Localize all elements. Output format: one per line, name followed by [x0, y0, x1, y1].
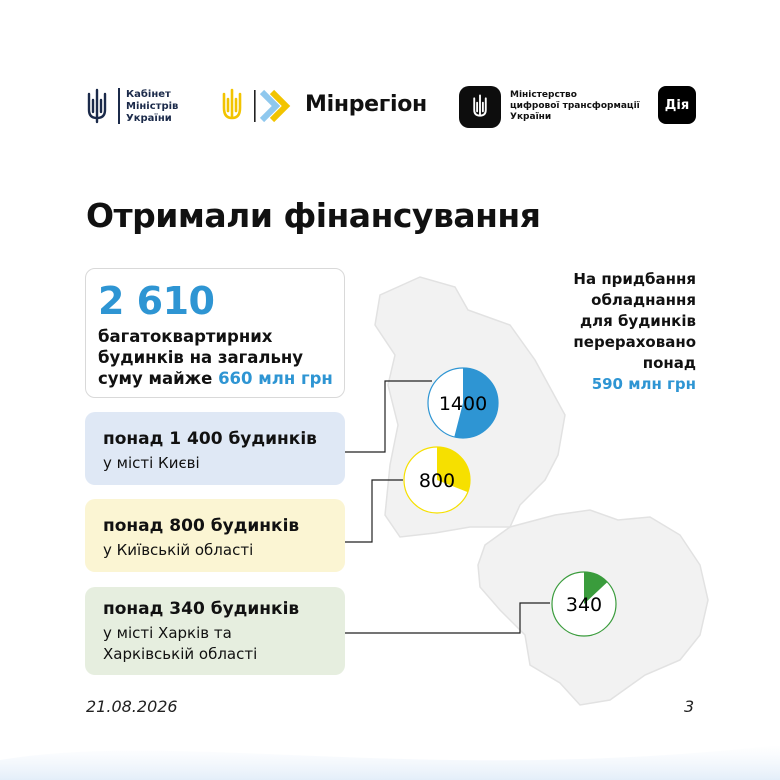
- donut-kharkiv: [549, 569, 619, 639]
- cabinet-line2: Міністрів: [126, 101, 179, 112]
- kyiv-oblast-sub: у Київській області: [103, 541, 254, 559]
- equipment-amount: 590 млн грн: [591, 375, 696, 393]
- equipment-text: [510, 269, 696, 395]
- equipment-line5: понад: [642, 354, 696, 372]
- summary-card: [85, 268, 345, 398]
- equipment-line4: перераховано: [573, 333, 696, 351]
- kyiv-city-title: понад 1 400 будинків: [103, 429, 317, 449]
- summary-line3-prefix: суму майже: [98, 369, 219, 388]
- trident-icon: [85, 88, 109, 124]
- equipment-line3: для будинків: [579, 312, 696, 330]
- donut-label: 1400: [438, 393, 488, 415]
- page-number: 3: [684, 697, 695, 716]
- kharkiv-title: понад 340 будинків: [103, 599, 300, 619]
- summary-text: [98, 326, 343, 389]
- donut-label: 340: [565, 594, 603, 616]
- donut-kyiv-city: [425, 365, 501, 441]
- header-divider: [118, 88, 120, 124]
- summary-line2: будинків на загальну: [98, 348, 304, 367]
- kyiv-city-sub: у місті Києві: [103, 454, 200, 472]
- summary-number: 2 610: [98, 279, 215, 323]
- trident-icon: [471, 94, 489, 120]
- cabinet-logo-text: [126, 89, 178, 125]
- digital-ministry-text: [510, 90, 640, 123]
- footer-date: 21.08.2026: [86, 697, 178, 716]
- cabinet-line3: України: [126, 113, 172, 124]
- summary-line3: [98, 368, 343, 389]
- kharkiv-sub2: Харківській області: [103, 645, 258, 663]
- kyiv-oblast-card: [85, 499, 345, 572]
- minregion-label: Мінрегіон: [305, 92, 427, 117]
- kharkiv-card: [85, 587, 345, 675]
- kharkiv-sub1: у місті Харків та: [103, 624, 232, 642]
- digital-line1: Міністерство: [510, 90, 577, 100]
- digital-ministry-logo: [459, 86, 501, 128]
- donut-label: 800: [418, 470, 456, 492]
- digital-line2: цифрової трансформації: [510, 101, 640, 111]
- cabinet-line1: Кабінет: [126, 89, 171, 100]
- summary-line1: багатоквартирних: [98, 327, 273, 346]
- page-title: Отримали фінансування: [86, 196, 541, 235]
- equipment-line1: На придбання: [573, 270, 696, 288]
- kyiv-city-card: [85, 412, 345, 485]
- digital-line3: України: [510, 112, 552, 122]
- equipment-line2: обладнання: [591, 291, 696, 309]
- minregion-logo-icon: [220, 86, 298, 126]
- diia-logo: Дія: [658, 86, 696, 124]
- kyiv-oblast-title: понад 800 будинків: [103, 516, 300, 536]
- summary-amount: 660 млн грн: [218, 369, 333, 388]
- donut-kyiv-oblast: [401, 444, 473, 516]
